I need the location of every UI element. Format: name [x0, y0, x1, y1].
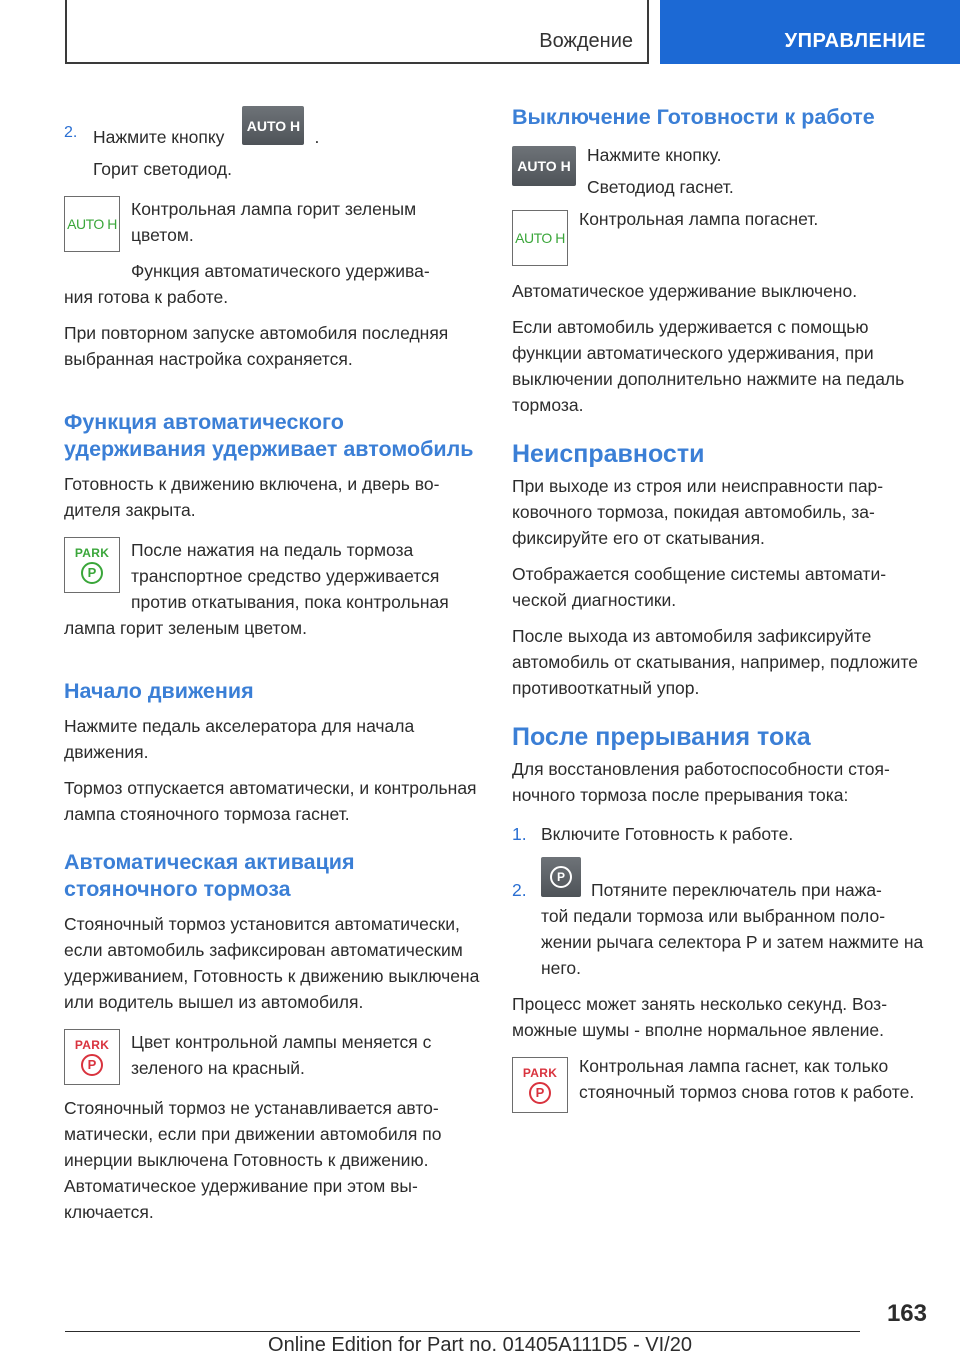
hold-text: Готовность к движению включена, и дверь водителя закрыта. — [64, 474, 440, 520]
step-2-text-b: той педали тормоза или выбранном положении рычага селектора P и затем нажмите на него. — [541, 906, 924, 978]
off-button-note — [512, 146, 928, 200]
step-1 — [512, 821, 928, 847]
heading-power: После прерывания тока — [512, 723, 811, 751]
footer-divider — [65, 1331, 860, 1332]
footer-edition: Online Edition for Part no. 01405A111D5 - VI/20 — [268, 1334, 692, 1356]
park-green-note — [64, 537, 480, 615]
park-red-note-2 — [512, 1057, 928, 1113]
heading-auto-park: Автоматическая активация стояночного тормоза — [64, 850, 355, 901]
fault-text: При выходе из строя или неисправности парковочного тормоза, покидая автомобиль, зафиксируйте его от скатывания. — [512, 476, 884, 548]
restart-text: При повторном запуске автомобиля последняя выбранная настройка сохраняется. — [64, 323, 449, 369]
auto-h-lamp-icon: AUTO H — [512, 210, 568, 266]
header-section-box — [65, 0, 649, 64]
step-text: Потяните переключатель при нажа- — [591, 880, 882, 900]
parking-brake-switch-icon: P — [541, 857, 581, 897]
header-section-title: Вождение — [539, 30, 633, 52]
no-auto-park-text: Стояночный тормоз не устанавливается автоматически, если при движении автомобиля по инерции выключена Готовность к движению. Автоматическое удерживание при этом выключается. — [64, 1098, 442, 1222]
heading-fault: Неисправности — [512, 440, 705, 468]
right-column — [512, 104, 928, 1113]
step-number: 1. — [512, 824, 527, 844]
press-button-text: Нажмите кнопку. — [587, 145, 722, 165]
ready-text-b: ния готова к работе. — [64, 287, 229, 307]
heading-off: Выключение Готовности к работе — [512, 105, 875, 129]
park-red-icon: PARK P — [512, 1057, 568, 1113]
brake-hold-text-b: лампа горит зеленым цветом. — [64, 618, 307, 638]
lamp-green-note — [64, 196, 480, 284]
auto-h-button-icon: AUTO H — [512, 146, 576, 186]
left-column — [64, 104, 480, 1225]
park-green-icon: PARK P — [64, 537, 120, 593]
step-2 — [64, 104, 480, 153]
auto-h-button-icon: AUTO H — [242, 106, 304, 145]
park-red-icon: PARK P — [64, 1029, 120, 1085]
auto-hold-off-text: Автоматическое удерживание выключено. — [512, 281, 858, 301]
header-chapter-title: УПРАВЛЕНИЕ — [784, 30, 926, 52]
lamp-off-note — [512, 210, 928, 266]
park-red-note — [64, 1029, 480, 1085]
release-text: Тормоз отпускается автоматически, и контрольная лампа стояночного тормоза гаснет. — [64, 778, 477, 824]
brake-pedal-text: Если автомобиль удерживается с помощью функции автоматического удерживания, при выключении дополнительно нажмите на педаль тормоза. — [512, 317, 905, 415]
diagnostic-text: Отображается сообщение системы автоматической диагностики. — [512, 564, 887, 610]
secure-text: После выхода из автомобиля зафиксируйте автомобиль от скатывания, например, подложите противооткатный упор. — [512, 626, 918, 698]
lamp-red-text: Цвет контрольной лампы меняется с зеленого на красный. — [131, 1032, 432, 1078]
led-off-text: Светодиод гаснет. — [587, 177, 734, 197]
step-number: 2. — [512, 880, 527, 900]
step-text: Нажмите кнопку — [93, 127, 225, 147]
heading-start: Начало движения — [64, 679, 254, 703]
lamp-off-ready-text: Контрольная лампа гаснет, как только стояночный тормоз снова готов к работе. — [579, 1056, 915, 1102]
step-dot: . — [314, 127, 320, 147]
header-chapter-tab[interactable] — [660, 0, 960, 64]
step-2-right — [512, 857, 928, 903]
heading-hold: Функция автоматического удерживания удерживает автомобиль — [64, 410, 474, 461]
ready-text-a: Функция автоматического удержива- — [131, 261, 430, 281]
step-text: Включите Готовность к работе. — [541, 824, 794, 844]
brake-hold-text: После нажатия на педаль тормоза транспортное средство удерживается против откатывания, пока контрольная — [131, 540, 449, 612]
restore-text: Для восстановления работоспособности стояночного тормоза после прерывания тока: — [512, 759, 890, 805]
lamp-off-text: Контрольная лампа погаснет. — [579, 209, 819, 229]
lamp-green-text: Контрольная лампа горит зеленым цветом. — [131, 199, 417, 245]
auto-h-lamp-icon: AUTO H — [64, 196, 120, 252]
led-on-text: Горит светодиод. — [93, 159, 233, 179]
auto-park-text: Стояночный тормоз установится автоматически, если автомобиль зафиксирован автоматическим удерживанием, Готовность к движению выключена или водитель вышел из автомобиля. — [64, 914, 480, 1012]
start-text: Нажмите педаль акселератора для начала движения. — [64, 716, 415, 762]
page-number: 163 — [886, 1300, 927, 1327]
step-number: 2. — [64, 124, 78, 141]
process-text: Процесс может занять несколько секунд. Возможные шумы - вполне нормальное явление. — [512, 994, 888, 1040]
